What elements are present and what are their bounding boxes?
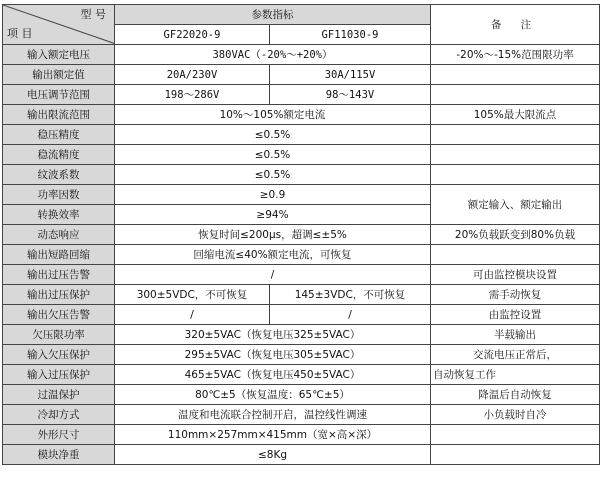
row-value-model-1: / (115, 305, 270, 325)
row-remark: 需手动恢复 (431, 285, 600, 305)
row-value-model-1: 198～286V (115, 85, 270, 105)
row-label: 稳压精度 (3, 125, 115, 145)
row-value: 10%～105%额定电流 (115, 105, 431, 125)
row-uv-alarm (3, 305, 600, 325)
row-value: / (115, 265, 431, 285)
row-input-voltage (3, 45, 600, 65)
header-model-2: GF11030-9 (270, 25, 431, 45)
row-value: ≤0.5% (115, 145, 431, 165)
row-ov-protect (3, 285, 600, 305)
row-voltage-precision (3, 125, 600, 145)
row-input-ov-protect (3, 365, 600, 385)
row-label: 模块净重 (3, 445, 115, 465)
row-label: 冷却方式 (3, 405, 115, 425)
row-remark (431, 85, 600, 105)
row-remark: 20%负载跃变到80%负载 (431, 225, 600, 245)
row-dimensions (3, 425, 600, 445)
row-remark: 半载输出 (431, 325, 600, 345)
row-remark: 自动恢复工作 (431, 365, 600, 385)
row-label: 欠压限功率 (3, 325, 115, 345)
row-value: ≤0.5% (115, 125, 431, 145)
row-value-model-2: / (270, 305, 431, 325)
row-remark: 可由监控模块设置 (431, 265, 600, 285)
row-remark: -20%～-15%范围限功率 (431, 45, 600, 65)
row-value: 温度和电流联合控制开启，温控线性调速 (115, 405, 431, 425)
row-label: 电压调节范围 (3, 85, 115, 105)
row-current-limit (3, 105, 600, 125)
row-input-uv-protect (3, 345, 600, 365)
header-corner (3, 5, 115, 45)
row-remark (431, 445, 600, 465)
header-params: 参数指标 (115, 5, 431, 25)
row-value-model-2: 98～143V (270, 85, 431, 105)
row-value-model-1: 20A/230V (115, 65, 270, 85)
row-remark: 小负载时自冷 (431, 405, 600, 425)
row-label: 输出短路回缩 (3, 245, 115, 265)
row-cooling (3, 405, 600, 425)
row-remark: 降温后自动恢复 (431, 385, 600, 405)
row-label: 过温保护 (3, 385, 115, 405)
row-value: 80℃±5（恢复温度：65℃±5） (115, 385, 431, 405)
header-remarks: 备 注 (431, 5, 600, 45)
row-dynamic-response (3, 225, 600, 245)
row-value: ≤8Kg (115, 445, 431, 465)
row-label: 稳流精度 (3, 145, 115, 165)
row-label: 输出过压告警 (3, 265, 115, 285)
row-remark: 由监控设置 (431, 305, 600, 325)
row-label: 功率因数 (3, 185, 115, 205)
row-label: 输入欠压保护 (3, 345, 115, 365)
row-remark (431, 125, 600, 145)
row-uv-limit (3, 325, 600, 345)
row-label: 输出欠压告警 (3, 305, 115, 325)
row-label: 输出限流范围 (3, 105, 115, 125)
row-label: 纹波系数 (3, 165, 115, 185)
row-value: ≤0.5% (115, 165, 431, 185)
row-value: ≥0.9 (115, 185, 431, 205)
row-remark (431, 425, 600, 445)
row-label: 输入过压保护 (3, 365, 115, 385)
row-label: 输出过压保护 (3, 285, 115, 305)
row-value: 110mm×257mm×415mm（宽×高×深） (115, 425, 431, 445)
row-ov-alarm (3, 265, 600, 285)
header-row (3, 5, 600, 25)
row-remark (431, 65, 600, 85)
row-voltage-range (3, 85, 600, 105)
row-value: 295±5VAC（恢复电压305±5VAC） (115, 345, 431, 365)
row-value: 380VAC（-20%～+20%） (115, 45, 431, 65)
row-value-model-2: 30A/115V (270, 65, 431, 85)
row-label: 输出额定值 (3, 65, 115, 85)
row-value-model-1: 300±5VDC，不可恢复 (115, 285, 270, 305)
row-value: 恢复时间≤200μs，超调≤±5% (115, 225, 431, 245)
header-model-label: 型 号 (80, 8, 106, 21)
row-label: 动态响应 (3, 225, 115, 245)
row-remark (431, 245, 600, 265)
row-output-rating (3, 65, 600, 85)
row-remark (431, 145, 600, 165)
row-power-factor (3, 185, 600, 205)
spec-table (2, 4, 600, 465)
row-label: 外形尺寸 (3, 425, 115, 445)
row-value-model-2: 145±3VDC，不可恢复 (270, 285, 431, 305)
row-label: 输入额定电压 (3, 45, 115, 65)
row-ripple (3, 165, 600, 185)
row-remark (431, 165, 600, 185)
row-value: ≥94% (115, 205, 431, 225)
row-short-circuit (3, 245, 600, 265)
row-value: 465±5VAC（恢复电压450±5VAC） (115, 365, 431, 385)
row-value: 回缩电流≤40%额定电流，可恢复 (115, 245, 431, 265)
row-value: 320±5VAC（恢复电压325±5VAC） (115, 325, 431, 345)
header-item-label: 项 目 (7, 27, 33, 40)
row-label: 转换效率 (3, 205, 115, 225)
row-weight (3, 445, 600, 465)
row-temp-protect (3, 385, 600, 405)
header-model-1: GF22020-9 (115, 25, 270, 45)
row-remark: 交流电压正常后， (431, 345, 600, 365)
row-remark: 105%最大限流点 (431, 105, 600, 125)
row-remark: 额定输入、额定输出 (431, 185, 600, 225)
row-current-precision (3, 145, 600, 165)
